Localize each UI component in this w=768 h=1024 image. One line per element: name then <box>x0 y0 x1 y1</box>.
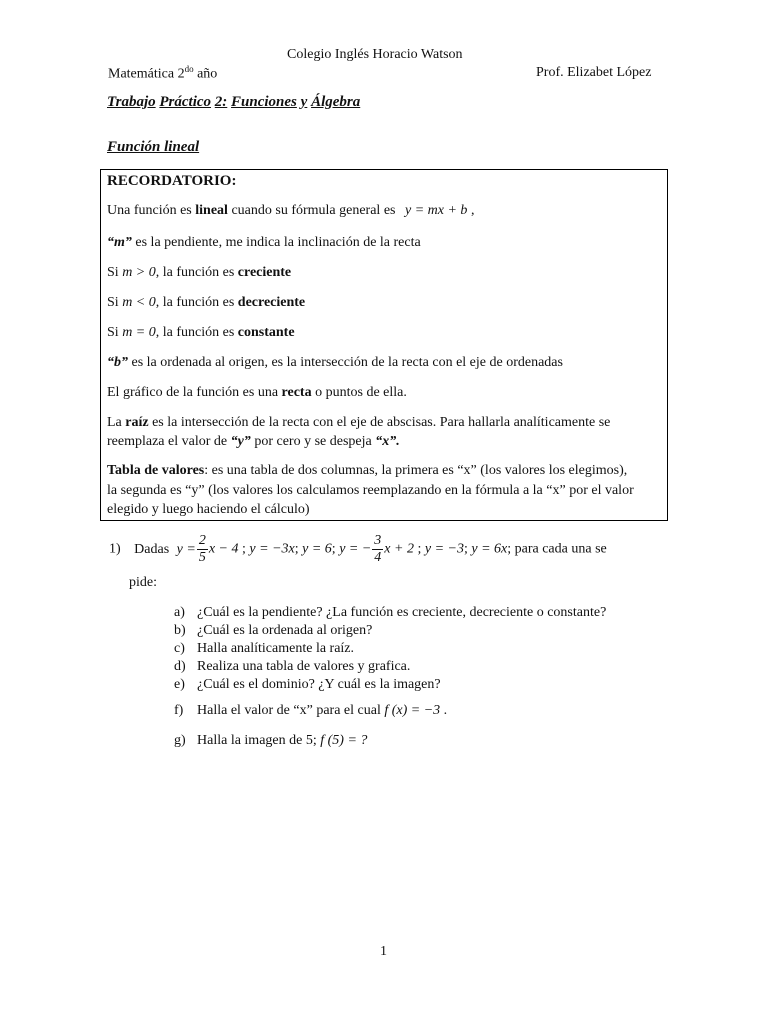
rec-l7-a: El gráfico de la función es una <box>107 385 282 400</box>
subject-prefix: Matemática 2 <box>108 66 185 82</box>
rec-l1-a: Una función es <box>107 203 196 218</box>
formula-2: y = −3x <box>249 541 295 557</box>
question-label: g) <box>174 733 186 748</box>
subject-suffix: año <box>193 66 218 82</box>
question-label: d) <box>174 659 186 674</box>
question-a <box>174 605 606 621</box>
question-end: . <box>440 703 448 718</box>
question-g <box>174 733 367 749</box>
section-title: Función lineal <box>107 139 200 155</box>
rec-l4-a: Si <box>107 295 123 310</box>
rec-l10-a: Tabla de valores <box>107 463 205 478</box>
question-f <box>174 703 447 719</box>
exercise-tail: ; para cada una se <box>507 541 607 557</box>
page-title <box>107 94 360 111</box>
subject-sup: do <box>184 64 194 74</box>
formula-1-lhs: y = <box>176 541 196 557</box>
formula-1-num: 2 <box>198 533 206 548</box>
rec-l7-b: recta <box>281 385 312 400</box>
title-word-5: y <box>300 94 308 110</box>
formula-4-fraction <box>372 533 383 566</box>
sep-4: ; <box>413 541 425 557</box>
title-word-4: Funciones <box>231 94 297 110</box>
rec-line-11: la segunda es “y” (los valores los calculamos reemplazando en la fórmula a la “x” por el valor <box>107 483 634 498</box>
rec-line-10 <box>107 463 627 479</box>
rec-l5-b: , la función es <box>155 325 238 340</box>
rec-l6-b: es la ordenada al origen, es la intersección de la recta con el eje de ordenadas <box>128 355 563 370</box>
page-number: 1 <box>380 944 387 959</box>
rec-l5-formula: m = 0 <box>122 325 156 340</box>
sep-1: ; <box>238 541 250 557</box>
rec-line-12: elegido y luego haciendo el cálculo) <box>107 502 310 517</box>
question-b <box>174 623 372 639</box>
question-text: Halla el valor de “x” para el cual <box>197 703 385 718</box>
rec-l2-b: es la pendiente, me indica la inclinación de la recta <box>131 235 421 250</box>
rec-l5-a: Si <box>107 325 123 340</box>
rec-l3-a: Si <box>107 265 123 280</box>
question-formula: f (x) = −3 <box>384 703 441 718</box>
rec-l4-c: decreciente <box>237 295 306 310</box>
title-word-6: Álgebra <box>311 94 361 110</box>
sep-5: ; <box>463 541 472 557</box>
question-e <box>174 677 441 693</box>
recordatorio-heading: RECORDATORIO: <box>107 173 237 189</box>
formula-1-rhs: x − 4 <box>208 541 239 557</box>
rec-l10-b: : es una tabla de dos columnas, la primera es “x” (los valores los elegimos), <box>204 463 628 478</box>
formula-5: y = −3 <box>424 541 464 557</box>
rec-l8-c: es la intersección de la recta con el eje de abscisas. Para hallarla analíticamente se <box>148 415 611 430</box>
rec-line-1 <box>107 203 474 219</box>
rec-l3-formula: m > 0 <box>122 265 156 280</box>
rec-l7-c: o puntos de ella. <box>311 385 407 400</box>
formula-4-num: 3 <box>374 533 382 548</box>
rec-line-2 <box>107 235 421 251</box>
title-word-1: Trabajo <box>107 94 156 110</box>
rec-l8-a: La <box>107 415 126 430</box>
subject-line <box>108 64 217 83</box>
rec-line-9 <box>107 434 400 450</box>
rec-l6-a: “b” <box>107 355 128 370</box>
rec-l1-b: lineal <box>195 203 228 218</box>
question-text: ¿Cuál es la pendiente? ¿La función es creciente, decreciente o constante? <box>197 605 607 620</box>
exercise-1-statement <box>109 533 607 566</box>
title-word-2: Práctico <box>159 94 212 110</box>
question-label: c) <box>174 641 185 656</box>
title-word-3: 2: <box>214 94 228 110</box>
question-d <box>174 659 410 675</box>
question-text: Realiza una tabla de valores y grafica. <box>197 659 411 674</box>
question-c <box>174 641 354 657</box>
rec-l9-d: “x”. <box>375 434 400 449</box>
formula-4-rhs: x + 2 <box>384 541 414 557</box>
question-text: ¿Cuál es la ordenada al origen? <box>197 623 373 638</box>
rec-line-5 <box>107 325 295 341</box>
formula-4-den: 4 <box>374 550 382 565</box>
question-text: Halla analíticamente la raíz. <box>197 641 355 656</box>
rec-l9-c: por cero y se despeja <box>250 434 376 449</box>
question-label: e) <box>174 677 185 692</box>
rec-line-6 <box>107 355 563 371</box>
rec-l4-b: , la función es <box>155 295 238 310</box>
formula-4-lhs: y = − <box>339 541 372 557</box>
rec-l5-c: constante <box>237 325 295 340</box>
exercise-pide: pide: <box>129 575 157 590</box>
rec-l9-a: reemplaza el valor de <box>107 434 231 449</box>
rec-l1-d: , <box>467 203 475 218</box>
question-label: f) <box>174 703 184 718</box>
rec-line-7 <box>107 385 407 401</box>
question-text: Halla la imagen de 5; <box>197 733 321 748</box>
school-name: Colegio Inglés Horacio Watson <box>287 47 463 62</box>
formula-6: y = 6x <box>471 541 508 557</box>
rec-line-3 <box>107 265 291 281</box>
question-formula: f (5) = ? <box>320 733 368 748</box>
rec-line-4 <box>107 295 305 311</box>
rec-line-8 <box>107 415 610 431</box>
rec-l2-a: “m” <box>107 235 132 250</box>
rec-l3-c: creciente <box>237 265 292 280</box>
formula-3: y = 6 <box>302 541 332 557</box>
formula-1-fraction <box>197 533 208 566</box>
formula-1-den: 5 <box>198 550 206 565</box>
rec-l8-b: raíz <box>125 415 149 430</box>
rec-l4-formula: m < 0 <box>122 295 156 310</box>
rec-l1-formula: y = mx + b <box>405 203 468 218</box>
rec-l9-b: “y” <box>230 434 251 449</box>
rec-l1-c: cuando su fórmula general es <box>227 203 399 218</box>
exercise-number: 1) <box>109 541 121 557</box>
teacher-name: Prof. Elizabet López <box>536 65 652 80</box>
sep-2: ; <box>294 541 303 557</box>
exercise-dadas: Dadas <box>134 541 170 557</box>
sep-3: ; <box>331 541 340 557</box>
rec-l3-b: , la función es <box>155 265 238 280</box>
question-label: a) <box>174 605 185 620</box>
question-label: b) <box>174 623 186 638</box>
question-text: ¿Cuál es el dominio? ¿Y cuál es la imagen? <box>197 677 441 692</box>
